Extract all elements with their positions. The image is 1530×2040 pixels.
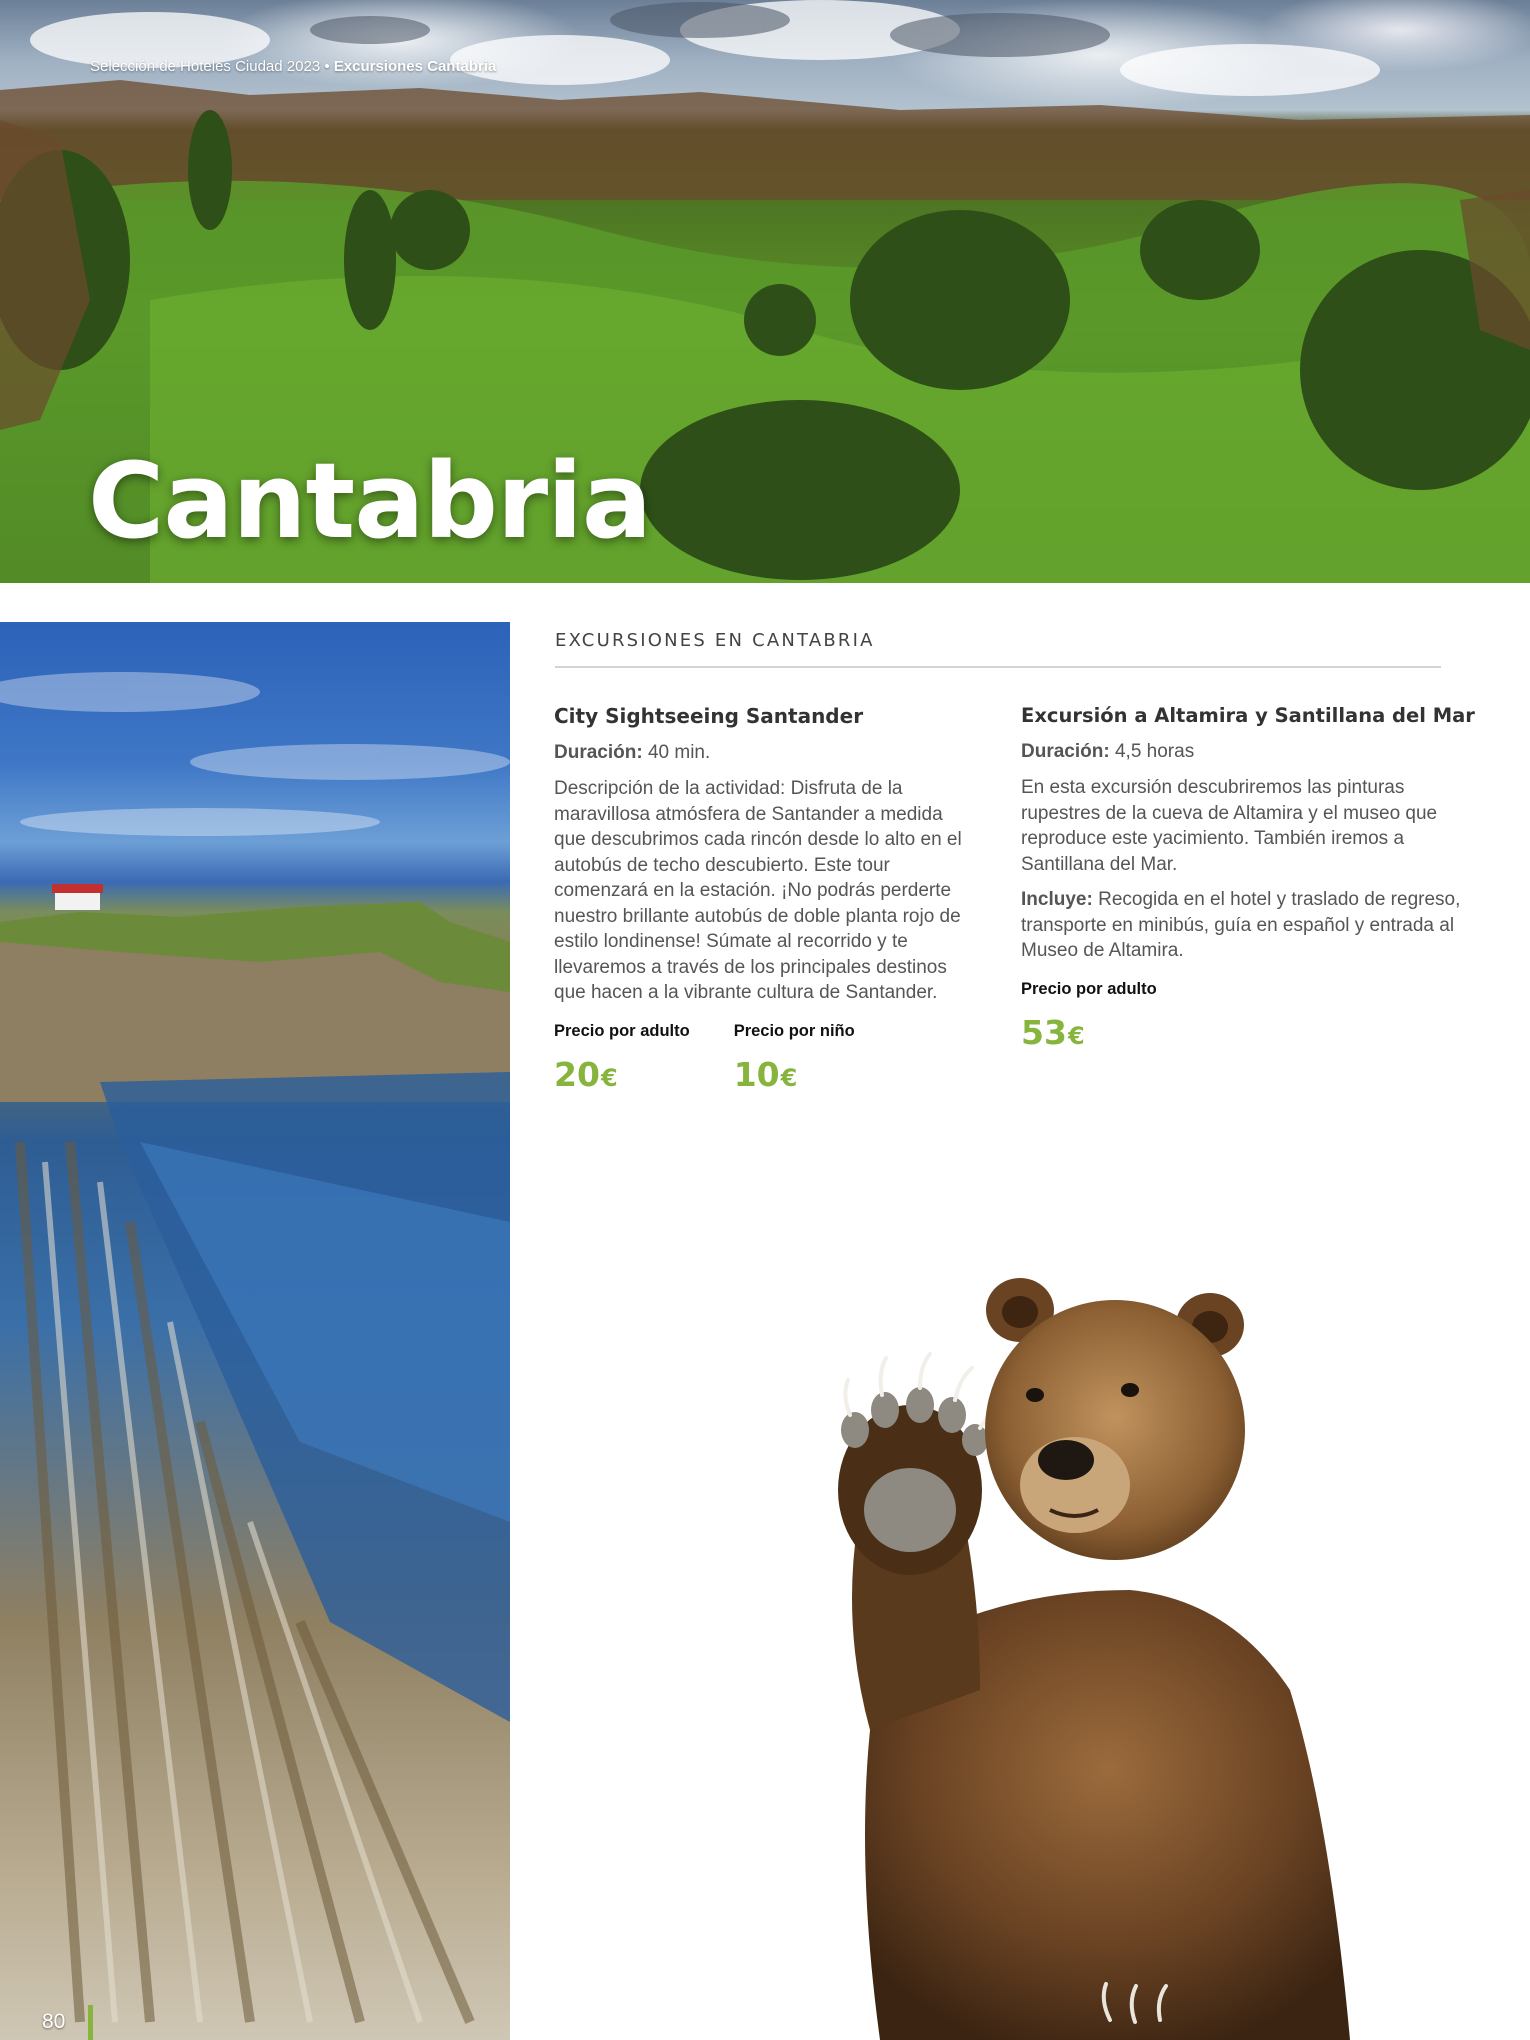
duration-value: 4,5 horas: [1114, 741, 1195, 762]
excursion-title: City Sightseeing Santander: [554, 704, 864, 728]
duration-line: [1021, 741, 1461, 763]
duration-label: Duración:: [554, 742, 643, 763]
price-label: Precio por adulto: [1021, 979, 1157, 998]
includes-label: Incluye:: [1021, 889, 1093, 910]
bear-image: [730, 1260, 1370, 2040]
excursion-description: En esta excursión descubriremos las pinturas rupestres de la cueva de Altamira y el museo que reproduce este yacimiento. También iremos a Santillana del Mar.: [1021, 777, 1438, 875]
page-number-accent-bar: [88, 2005, 93, 2040]
breadcrumb-main: Selección de Hoteles Ciudad 2023 •: [90, 58, 334, 75]
price-label: Precio por adulto: [554, 1021, 690, 1040]
includes-line: [1021, 887, 1461, 964]
price-amount: 20€: [554, 1054, 618, 1094]
breadcrumb: [90, 58, 496, 75]
duration-line: [554, 742, 974, 764]
price-amount: 10€: [733, 1054, 798, 1094]
price-adult: [554, 1022, 690, 1094]
coast-landscape-image: [0, 622, 510, 2040]
section-divider: [555, 666, 1441, 668]
price-amount: 53€: [1021, 1012, 1085, 1052]
price-adult: [1021, 980, 1157, 1052]
page-number: 80: [42, 2010, 66, 2033]
excursion-card-santander: [554, 704, 974, 1094]
duration-label: Duración:: [1021, 741, 1110, 762]
excursion-description: Descripción de la actividad: Disfruta de la maravillosa atmósfera de Santander a medida que descubrimos cada rincón desde lo alto en el autobús de techo descubierto. Este tour comenzará en la estación. ¡No podrás perderte nuestro brillante autobús de doble planta rojo de estilo londinense! Súmate al recorrido y te llevaremos a través de los principales destinos que hacen a la vibrante cultura de Santander.: [554, 778, 962, 1003]
price-list: [1021, 980, 1461, 1052]
price-label: Precio por niño: [733, 1021, 855, 1040]
page-title: Cantabria: [88, 440, 651, 562]
price-child: [734, 1022, 855, 1094]
hero-banner: [0, 0, 1530, 583]
section-heading: EXCURSIONES EN CANTABRIA: [555, 630, 875, 651]
coast-photo: [0, 622, 510, 2040]
duration-value: 40 min.: [647, 742, 711, 763]
includes-text: Recogida en el hotel y traslado de regreso, transporte en minibús, guía en español y entrada al Museo de Altamira.: [1021, 889, 1461, 961]
price-list: [554, 1022, 974, 1094]
breadcrumb-section: Excursiones Cantabria: [333, 58, 497, 75]
excursion-title: Excursión a Altamira y Santillana del Mar: [1021, 704, 1475, 727]
excursion-card-altamira: [1021, 704, 1475, 1052]
